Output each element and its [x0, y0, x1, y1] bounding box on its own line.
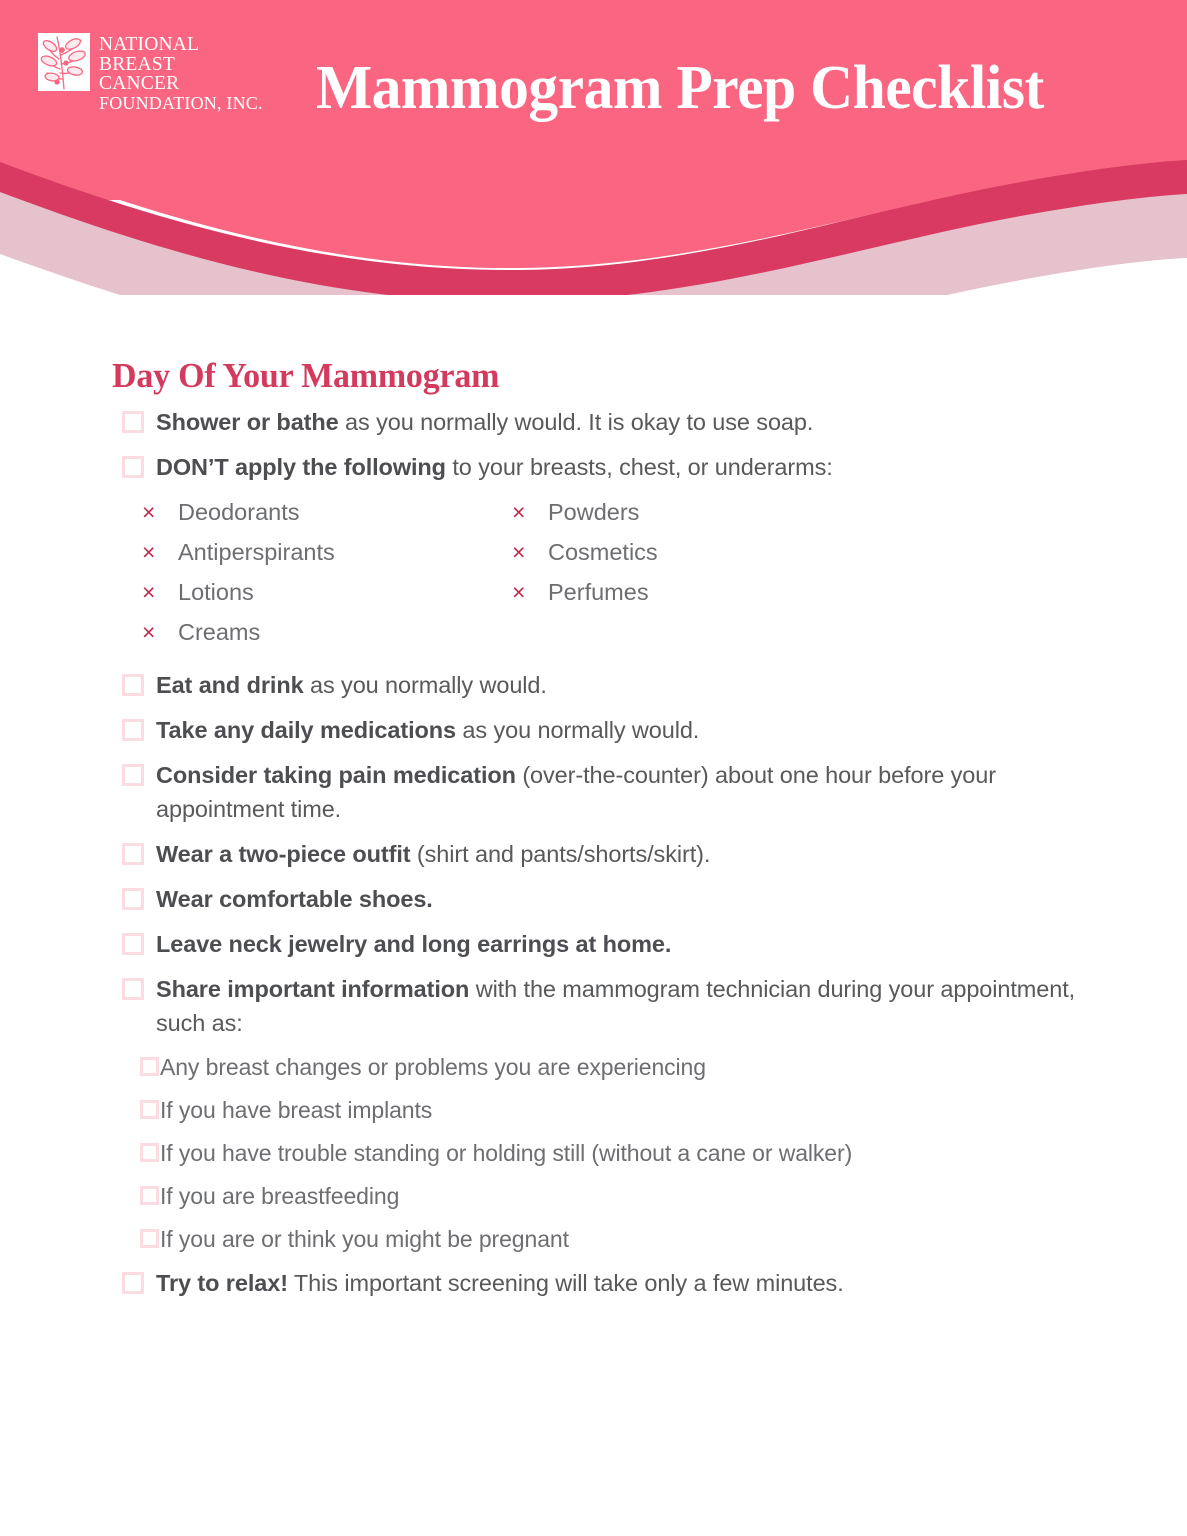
item-lead-text: Leave neck jewelry and long earrings at home. — [156, 931, 672, 957]
sub-item-label: If you are breastfeeding — [160, 1183, 400, 1209]
checkbox-icon[interactable] — [122, 933, 144, 955]
checkbox-icon[interactable] — [122, 411, 144, 433]
avoid-item-label: Powders — [548, 499, 640, 525]
item-lead-text: Take any daily medications — [156, 717, 456, 743]
item-rest-text: to your breasts, chest, or underarms: — [445, 454, 833, 480]
item-lead-text: Shower or bathe — [156, 409, 339, 435]
item-rest-text: as you normally would. — [303, 672, 547, 698]
checkbox-icon[interactable] — [122, 888, 144, 910]
x-mark-icon: × — [512, 579, 526, 605]
checklist-group-final — [112, 1266, 1077, 1300]
sub-item-breast-implants[interactable] — [112, 1094, 1077, 1126]
item-lead-text: DON’T apply the following — [156, 454, 446, 480]
checkbox-icon[interactable] — [122, 978, 144, 1000]
item-rest-text: (shirt and pants/shorts/skirt). — [410, 841, 711, 867]
x-mark-icon: × — [142, 619, 156, 645]
item-lead-text: Try to relax! — [156, 1270, 288, 1296]
item-lead-text: Wear comfortable shoes. — [156, 886, 433, 912]
checkbox-icon[interactable] — [122, 674, 144, 696]
sub-item-label: Any breast changes or problems you are experiencing — [160, 1054, 706, 1080]
checklist-item-comfortable-shoes[interactable] — [112, 882, 1077, 916]
avoid-item-powders — [512, 498, 1077, 526]
checkbox-icon[interactable] — [122, 456, 144, 478]
checklist-item-pain-medication[interactable] — [112, 758, 1077, 826]
checklist-item-two-piece-outfit[interactable] — [112, 837, 1077, 871]
checklist-item-eat-and-drink[interactable] — [112, 668, 1077, 702]
checklist-item-leave-jewelry[interactable] — [112, 927, 1077, 961]
item-rest-text: as you normally would. It is okay to use soap. — [338, 409, 814, 435]
checklist-item-shower[interactable] — [112, 405, 1077, 439]
checkbox-icon[interactable] — [140, 1143, 159, 1162]
sub-item-breast-changes[interactable] — [112, 1051, 1077, 1083]
checkbox-icon[interactable] — [140, 1057, 159, 1076]
item-rest-text: This important screening will take only a few minutes. — [287, 1270, 844, 1296]
avoid-item-label: Antiperspirants — [178, 539, 335, 565]
logo-line-foundation: FOUNDATION, INC. — [99, 92, 263, 113]
sub-item-label: If you are or think you might be pregnant — [160, 1226, 569, 1252]
checklist-item-daily-medications[interactable] — [112, 713, 1077, 747]
item-rest-text: as you normally would. — [455, 717, 700, 743]
checklist-group-secondary — [112, 668, 1077, 1040]
item-rest-text: with the mammogram technician during your appointment, such as: — [156, 976, 1076, 1036]
page-title: Mammogram Prep Checklist — [315, 54, 1044, 122]
x-mark-icon: × — [142, 499, 156, 525]
avoid-item-creams — [142, 618, 512, 646]
sub-item-breastfeeding[interactable] — [112, 1180, 1077, 1212]
avoid-item-label: Creams — [178, 619, 261, 645]
item-lead-text: Wear a two-piece outfit — [156, 841, 411, 867]
item-lead-text: Share important information — [156, 976, 470, 1002]
checklist-item-try-to-relax[interactable] — [112, 1266, 1077, 1300]
avoid-item-deodorants — [142, 498, 512, 526]
x-mark-icon: × — [512, 499, 526, 525]
checkbox-icon[interactable] — [122, 764, 144, 786]
x-mark-icon: × — [512, 539, 526, 565]
avoid-item-label: Lotions — [178, 579, 254, 605]
avoid-item-lotions — [142, 578, 512, 606]
sub-item-trouble-standing[interactable] — [112, 1137, 1077, 1169]
sub-item-label: If you have trouble standing or holding still (without a cane or walker) — [160, 1140, 853, 1166]
avoid-item-antiperspirants — [142, 538, 512, 566]
checklist-item-dont-apply[interactable] — [112, 450, 1077, 484]
checkbox-icon[interactable] — [140, 1229, 159, 1248]
logo-line-national: NATIONAL — [99, 34, 200, 55]
share-information-sublist — [112, 1051, 1077, 1255]
checkbox-icon[interactable] — [140, 1186, 159, 1205]
sub-item-pregnant[interactable] — [112, 1223, 1077, 1255]
logo-line-breast: BREAST — [99, 53, 175, 75]
avoid-item-perfumes — [512, 578, 1077, 606]
avoid-products-grid — [112, 498, 1077, 646]
checkbox-icon[interactable] — [122, 843, 144, 865]
avoid-item-cosmetics — [512, 538, 1077, 566]
avoid-item-label: Deodorants — [178, 499, 300, 525]
avoid-item-label: Cosmetics — [548, 539, 658, 565]
x-mark-icon: × — [142, 579, 156, 605]
item-lead-text: Consider taking pain medication — [156, 762, 516, 788]
checkbox-icon[interactable] — [122, 719, 144, 741]
decorative-wave-divider — [0, 150, 1187, 295]
checklist-group-primary — [112, 405, 1077, 484]
sub-item-label: If you have breast implants — [160, 1097, 433, 1123]
checklist-content — [0, 355, 1187, 1311]
checkbox-icon[interactable] — [140, 1100, 159, 1119]
avoid-item-label: Perfumes — [548, 579, 649, 605]
checkbox-icon[interactable] — [122, 1272, 144, 1294]
item-lead-text: Eat and drink — [156, 672, 304, 698]
x-mark-icon: × — [142, 539, 156, 565]
checklist-item-share-information[interactable] — [112, 972, 1077, 1040]
section-heading-day-of: Day Of Your Mammogram — [112, 356, 500, 395]
logo-line-cancer: CANCER — [99, 73, 180, 94]
item-rest-text: (over-the-counter) about one hour before your appointment time. — [156, 762, 996, 822]
